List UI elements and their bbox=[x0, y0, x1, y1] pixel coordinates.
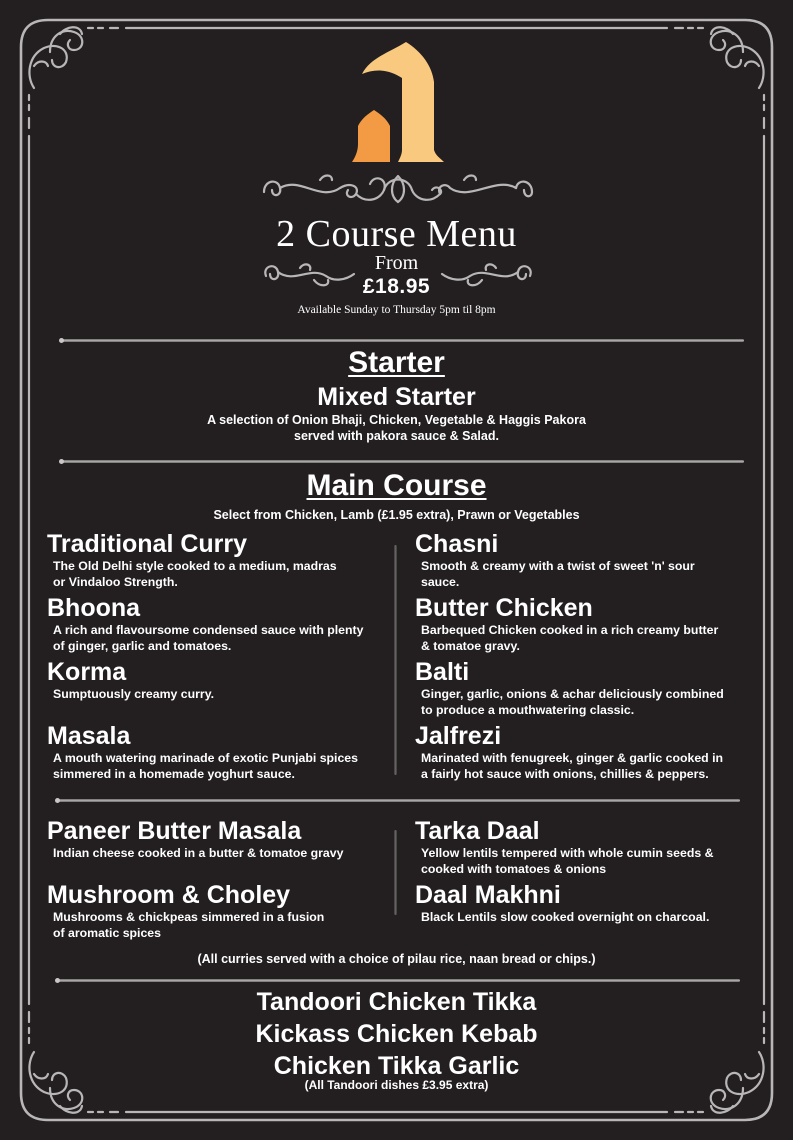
item-name: Chasni bbox=[415, 530, 499, 558]
item-description: a fairly hot sauce with onions, chillies & peppers. bbox=[421, 767, 709, 781]
item-description: to produce a mouthwatering classic. bbox=[421, 703, 635, 717]
menu-item bbox=[415, 594, 718, 654]
item-description: simmered in a homemade yoghurt sauce. bbox=[53, 767, 295, 781]
starter-dish-name: Mixed Starter bbox=[317, 383, 476, 411]
menu-item bbox=[415, 530, 695, 590]
tandoori-item: Chicken Tikka Garlic bbox=[273, 1052, 520, 1080]
item-description: Mushrooms & chickpeas simmered in a fusion bbox=[53, 910, 325, 924]
item-description: Yellow lentils tempered with whole cumin seeds & bbox=[421, 846, 714, 860]
menu-item bbox=[47, 530, 337, 590]
item-description: or Vindaloo Strength. bbox=[53, 575, 178, 589]
menu-item bbox=[47, 658, 214, 702]
item-name: Paneer Butter Masala bbox=[47, 817, 302, 845]
item-description: A mouth watering marinade of exotic Punjabi spices bbox=[53, 751, 358, 765]
starter-description-line1: A selection of Onion Bhaji, Chicken, Vegetable & Haggis Pakora bbox=[207, 413, 586, 427]
tandoori-item: Kickass Chicken Kebab bbox=[255, 1020, 538, 1048]
item-description: Smooth & creamy with a twist of sweet 'n' sour bbox=[421, 559, 695, 573]
column-divider bbox=[394, 545, 397, 775]
curries-note: (All curries served with a choice of pilau rice, naan bread or chips.) bbox=[197, 952, 596, 966]
item-name: Traditional Curry bbox=[47, 530, 248, 558]
divider bbox=[57, 799, 740, 802]
item-name: Butter Chicken bbox=[415, 594, 593, 622]
menu-item bbox=[415, 658, 724, 718]
item-description: Ginger, garlic, onions & achar deliciously combined bbox=[421, 687, 724, 701]
item-description: & tomatoe gravy. bbox=[421, 639, 520, 653]
item-name: Mushroom & Choley bbox=[47, 881, 291, 909]
item-name: Tarka Daal bbox=[415, 817, 540, 845]
availability-text: Available Sunday to Thursday 5pm til 8pm bbox=[297, 304, 496, 316]
item-description: Marinated with fenugreek, ginger & garlic cooked in bbox=[421, 751, 724, 765]
menu-item bbox=[415, 817, 713, 877]
item-description: of ginger, garlic and tomatoes. bbox=[53, 639, 232, 653]
item-description: sauce. bbox=[421, 575, 460, 589]
item-description: of aromatic spices bbox=[53, 926, 161, 940]
ornament-flourish-top bbox=[260, 168, 536, 208]
menu-item bbox=[415, 722, 723, 782]
starter-description-line2: served with pakora sauce & Salad. bbox=[294, 429, 499, 443]
item-description: Sumptuously creamy curry. bbox=[53, 687, 215, 701]
item-description: A rich and flavoursome condensed sauce with plenty bbox=[53, 623, 364, 637]
item-name: Masala bbox=[47, 722, 131, 750]
item-description: Black Lentils slow cooked overnight on charcoal. bbox=[421, 910, 710, 924]
menu-item bbox=[415, 881, 709, 925]
main-course-heading: Main Course bbox=[306, 469, 487, 502]
column-divider bbox=[394, 830, 397, 915]
item-name: Daal Makhni bbox=[415, 881, 561, 909]
tandoori-item: Tandoori Chicken Tikka bbox=[256, 988, 537, 1016]
divider bbox=[61, 460, 744, 463]
item-description: Indian cheese cooked in a butter & tomatoe gravy bbox=[53, 846, 344, 860]
menu-item bbox=[47, 817, 343, 861]
item-name: Korma bbox=[47, 658, 127, 686]
item-description: The Old Delhi style cooked to a medium, madras bbox=[53, 559, 337, 573]
item-description: Barbequed Chicken cooked in a rich creamy butter bbox=[421, 623, 719, 637]
tandoori-note: (All Tandoori dishes £3.95 extra) bbox=[304, 1078, 489, 1092]
arch-logo-icon bbox=[340, 38, 450, 168]
item-description: cooked with tomatoes & onions bbox=[421, 862, 607, 876]
from-label: From bbox=[374, 252, 419, 274]
menu-price: £18.95 bbox=[362, 275, 431, 298]
divider bbox=[61, 339, 744, 342]
main-course-subheading: Select from Chicken, Lamb (£1.95 extra), Prawn or Vegetables bbox=[213, 508, 580, 522]
item-name: Bhoona bbox=[47, 594, 141, 622]
starter-heading: Starter bbox=[348, 346, 445, 379]
menu-item bbox=[47, 722, 358, 782]
item-name: Jalfrezi bbox=[415, 722, 502, 750]
menu-item bbox=[47, 594, 363, 654]
menu-title: 2 Course Menu bbox=[276, 213, 517, 255]
divider bbox=[57, 979, 740, 982]
menu-item bbox=[47, 881, 324, 941]
item-name: Balti bbox=[415, 658, 470, 686]
